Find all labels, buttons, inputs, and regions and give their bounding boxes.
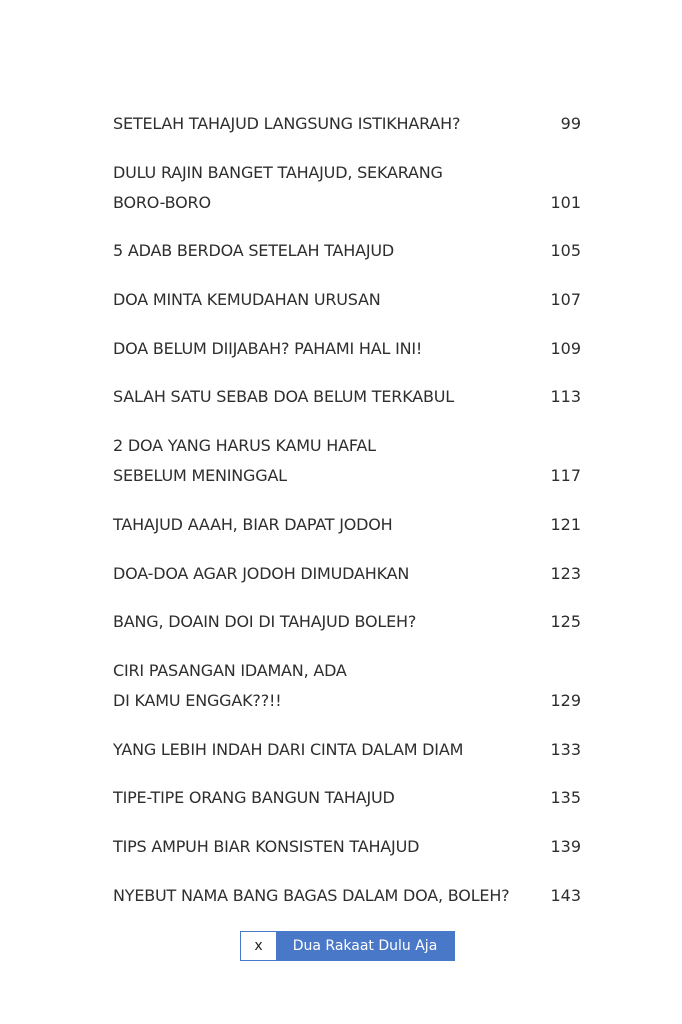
close-button[interactable]: x bbox=[241, 932, 276, 960]
toc-entry-page-number: 107 bbox=[550, 290, 581, 310]
toc-entry-page-number: 129 bbox=[550, 690, 581, 710]
toc-entry-title: YANG LEBIH INDAH DARI CINTA DALAM DIAM bbox=[113, 739, 464, 759]
toc-entry[interactable] bbox=[113, 334, 581, 364]
table-of-contents bbox=[113, 109, 581, 929]
toc-entry-title: DOA MINTA KEMUDAHAN URUSAN bbox=[113, 290, 381, 310]
toc-entry[interactable] bbox=[113, 109, 581, 139]
toc-entry[interactable] bbox=[113, 607, 581, 637]
toc-entry-page-number: 125 bbox=[550, 612, 581, 632]
toc-entry-page-number: 99 bbox=[560, 114, 581, 133]
toc-entry[interactable] bbox=[113, 559, 581, 589]
toc-entry[interactable] bbox=[113, 832, 581, 862]
toc-entry[interactable] bbox=[113, 656, 581, 716]
toc-entry-title: BANG, DOAIN DOI DI TAHAJUD BOLEH? bbox=[113, 612, 417, 632]
toc-entry-page-number: 101 bbox=[550, 192, 581, 212]
toc-entry-title: 2 DOA YANG HARUS KAMU HAFAL SEBELUM MENINGGAL bbox=[113, 436, 376, 486]
toc-entry-title: DULU RAJIN BANGET TAHAJUD, SEKARANG BORO-BORO bbox=[113, 162, 443, 212]
toc-entry-page-number: 143 bbox=[550, 885, 581, 905]
toc-entry-page-number: 113 bbox=[550, 387, 581, 407]
toc-entry[interactable] bbox=[113, 735, 581, 765]
toc-entry-title: TAHAJUD AAAH, BIAR DAPAT JODOH bbox=[113, 514, 393, 534]
toc-entry-title: NYEBUT NAMA BANG BAGAS DALAM DOA, BOLEH? bbox=[113, 885, 510, 905]
toc-entry[interactable] bbox=[113, 510, 581, 540]
book-footer-bar bbox=[240, 931, 455, 961]
toc-entry-page-number: 109 bbox=[550, 338, 581, 358]
toc-entry-page-number: 105 bbox=[550, 241, 581, 261]
toc-entry-title: 5 ADAB BERDOA SETELAH TAHAJUD bbox=[113, 241, 395, 261]
toc-entry-page-number: 121 bbox=[550, 514, 581, 534]
toc-entry-page-number: 133 bbox=[550, 739, 581, 759]
toc-entry-page-number: 135 bbox=[550, 788, 581, 808]
toc-entry-title: SALAH SATU SEBAB DOA BELUM TERKABUL bbox=[113, 387, 454, 407]
book-title-label[interactable]: Dua Rakaat Dulu Aja bbox=[276, 932, 454, 960]
toc-entry-title: DOA BELUM DIIJABAH? PAHAMI HAL INI! bbox=[113, 338, 423, 358]
toc-entry[interactable] bbox=[113, 431, 581, 491]
toc-entry-title: DOA-DOA AGAR JODOH DIMUDAHKAN bbox=[113, 563, 410, 583]
toc-entry[interactable] bbox=[113, 236, 581, 266]
toc-entry-title: TIPS AMPUH BIAR KONSISTEN TAHAJUD bbox=[113, 836, 420, 856]
toc-entry-page-number: 123 bbox=[550, 563, 581, 583]
toc-entry-page-number: 139 bbox=[550, 836, 581, 856]
toc-entry[interactable] bbox=[113, 881, 581, 911]
toc-entry[interactable] bbox=[113, 158, 581, 218]
toc-entry[interactable] bbox=[113, 382, 581, 412]
toc-entry[interactable] bbox=[113, 285, 581, 315]
toc-entry-title: TIPE-TIPE ORANG BANGUN TAHAJUD bbox=[113, 788, 395, 808]
toc-entry[interactable] bbox=[113, 783, 581, 813]
toc-entry-title: CIRI PASANGAN IDAMAN, ADA DI KAMU ENGGAK??!! bbox=[113, 660, 347, 710]
toc-entry-title: SETELAH TAHAJUD LANGSUNG ISTIKHARAH? bbox=[113, 114, 461, 133]
toc-entry-page-number: 117 bbox=[550, 466, 581, 486]
